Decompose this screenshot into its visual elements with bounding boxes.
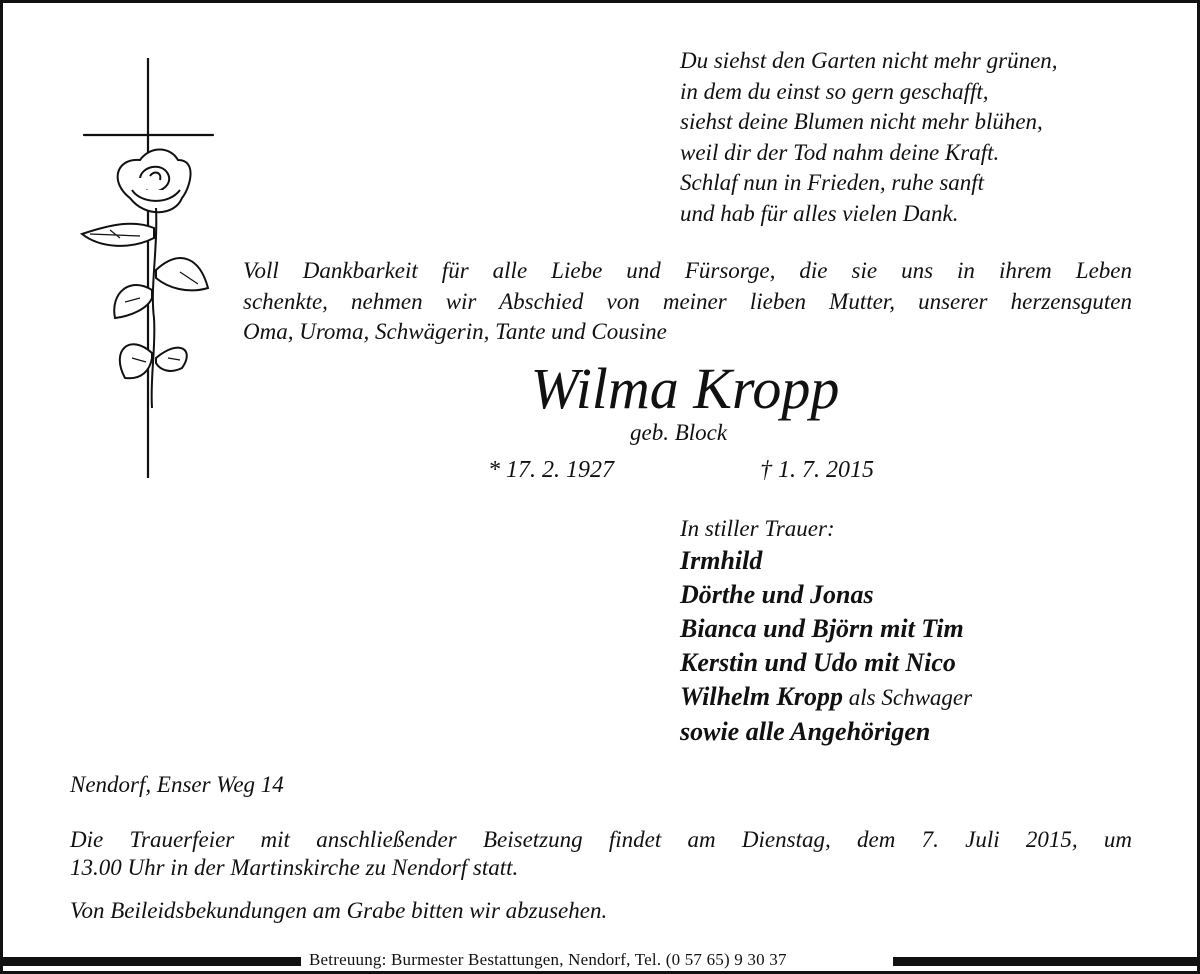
birth-date: * 17. 2. 1927 bbox=[488, 457, 614, 483]
mourner-name: sowie alle Angehörigen bbox=[680, 717, 931, 746]
death-date: † 1. 7. 2015 bbox=[760, 457, 874, 483]
poem-line: Du siehst den Garten nicht mehr grünen, bbox=[680, 48, 1058, 73]
mourner-entry bbox=[680, 544, 972, 578]
address: Nendorf, Enser Weg 14 bbox=[70, 772, 284, 797]
mourner-entry bbox=[680, 680, 972, 715]
mourner-entry bbox=[680, 578, 972, 612]
mourner-entry bbox=[680, 612, 972, 646]
poem-line: Schlaf nun in Frieden, ruhe sanft bbox=[680, 170, 985, 195]
mourners-label: In stiller Trauer: bbox=[680, 516, 835, 541]
mourners-list bbox=[680, 514, 972, 749]
poem bbox=[680, 46, 1058, 229]
mourner-entry bbox=[680, 646, 972, 680]
mourner-name: Bianca und Björn mit Tim bbox=[680, 614, 964, 643]
intro-line: Voll Dankbarkeit für alle Liebe und Fürsorge, die sie uns in ihrem Leben bbox=[243, 258, 1132, 283]
footer-bar-right bbox=[893, 957, 1197, 966]
deceased-name: Wilma Kropp bbox=[530, 356, 840, 421]
mourner-name: Irmhild bbox=[680, 546, 763, 575]
ceremony-line: Die Trauerfeier mit anschließender Beisetzung findet am Dienstag, dem 7. Juli 2015, um bbox=[70, 827, 1132, 852]
mourner-relation: als Schwager bbox=[843, 685, 973, 710]
mourner-entry bbox=[680, 715, 972, 749]
poem-line: weil dir der Tod nahm deine Kraft. bbox=[680, 139, 1000, 165]
poem-line: in dem du einst so gern geschafft, bbox=[680, 78, 989, 104]
mourner-name: Dörthe und Jonas bbox=[680, 580, 874, 609]
intro-line: schenkte, nehmen wir Abschied von meiner lieben Mutter, unserer herzensguten bbox=[243, 288, 1132, 314]
poem-line: und hab für alles vielen Dank. bbox=[680, 200, 959, 226]
poem-line: siehst deine Blumen nicht mehr blühen, bbox=[680, 109, 1043, 134]
mourner-name: Kerstin und Udo mit Nico bbox=[680, 648, 956, 677]
intro-text bbox=[243, 256, 1132, 348]
ceremony-notice bbox=[70, 826, 1132, 882]
mourner-name: Wilhelm Kropp bbox=[680, 682, 844, 711]
funeral-home-footer: Betreuung: Burmester Bestattungen, Nendorf, Tel. (0 57 65) 9 30 37 bbox=[309, 950, 787, 969]
footer-bar-left bbox=[3, 957, 301, 966]
intro-line: Oma, Uroma, Schwägerin, Tante und Cousine bbox=[243, 319, 667, 344]
condolence-note: Von Beileidsbekundungen am Grabe bitten wir abzusehen. bbox=[70, 898, 608, 923]
ceremony-line: 13.00 Uhr in der Martinskirche zu Nendorf statt. bbox=[70, 855, 519, 880]
maiden-name: geb. Block bbox=[630, 420, 728, 445]
